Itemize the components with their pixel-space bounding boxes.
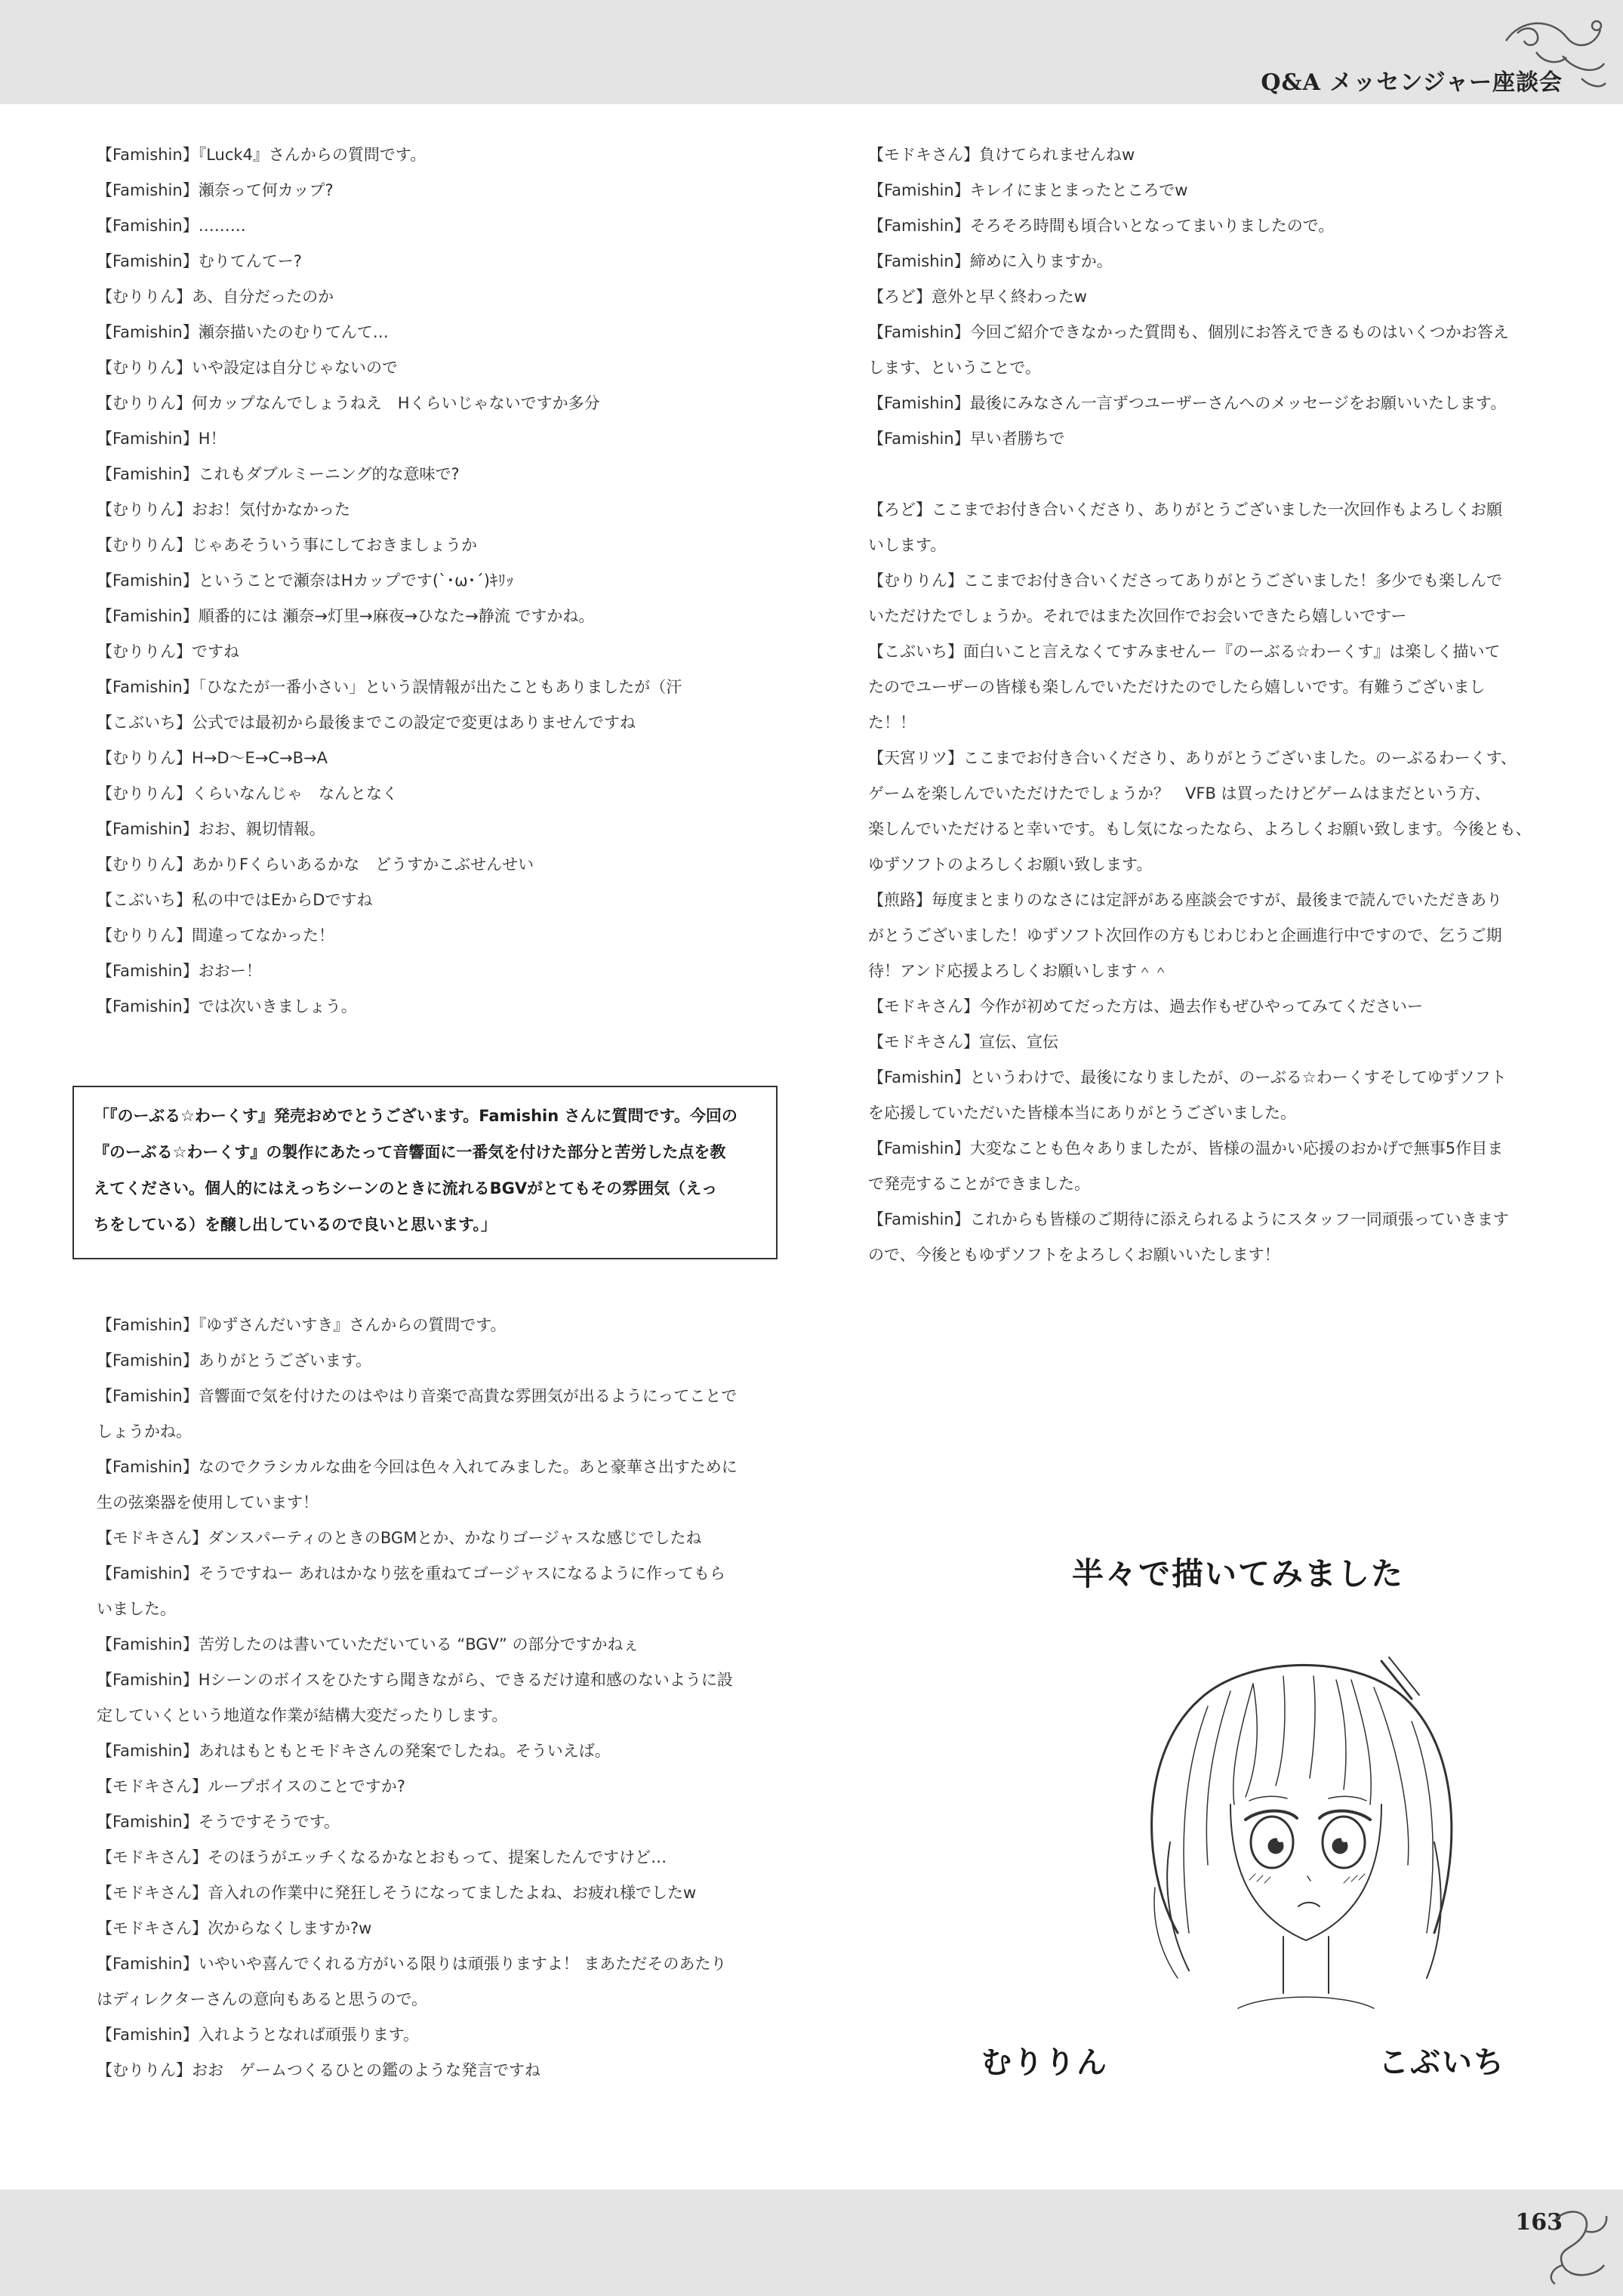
text-line: 【Famishin】おお、親切情報。 — [97, 820, 325, 838]
text-line: 【Famishin】おおー！ — [97, 962, 262, 980]
text-line: 【Famishin】入れようとなれば頑張ります。 — [97, 2026, 420, 2044]
text-line: 【Famishin】順番的には 瀬奈→灯里→麻夜→ひなた→静流 ですかね。 — [97, 607, 595, 625]
right-column — [868, 137, 1563, 1273]
text-line: 【モドキさん】宣伝、宣伝 — [868, 1033, 1058, 1051]
text-line: ゲームを楽しんでいただけたでしょうか？ VFB は買ったけどゲームはまだという方、 — [868, 784, 1491, 803]
text-line: 【むりりん】間違ってなかった！ — [97, 926, 334, 945]
text-line: いします。 — [868, 536, 947, 554]
text-line: 【むりりん】くらいなんじゃ なんとなく — [97, 784, 398, 803]
text-line: 定していくという地道な作業が結構大変だったりします。 — [97, 1706, 508, 1724]
text-line: 【Famishin】そうですそうです。 — [97, 1813, 340, 1831]
left-column-bottom — [97, 1308, 776, 2088]
text-line: 【モドキさん】ダンスパーティのときのBGMとか、かなりゴージャスな感じでしたね — [97, 1529, 702, 1547]
text-line: 【Famishin】『Luck4』さんからの質問です。 — [97, 146, 427, 164]
paragraph-gap — [868, 457, 1563, 492]
question-line: 『のーぶる☆わーくす』の製作にあたって音響面に一番気を付けた部分と苦労した点を教 — [94, 1143, 726, 1161]
text-line: 【こぶいち】公式では最初から最後までこの設定で変更はありませんですね — [97, 713, 636, 732]
text-line: 【Famishin】……… — [97, 217, 246, 235]
text-line: いました。 — [97, 1600, 176, 1618]
text-line: 【Famishin】締めに入りますか。 — [868, 252, 1113, 270]
text-line: はディレクターさんの意向もあると思うので。 — [97, 1990, 428, 2008]
text-line: 生の弦楽器を使用しています！ — [97, 1493, 319, 1512]
text-line: ゆずソフトのよろしくお願い致します。 — [868, 855, 1153, 874]
text-line: 【むりりん】ここまでお付き合いくださってありがとうございました！多少でも楽しんで — [868, 572, 1502, 590]
footer-bar — [0, 2190, 1623, 2296]
text-line: 待！アンド応援よろしくお願いします＾＾ — [868, 962, 1169, 980]
text-line: がとうございました！ゆずソフト次回作の方もじわじわと企画進行中ですので、乞うご期 — [868, 926, 1502, 945]
text-line: 【モドキさん】ループボイスのことですか? — [97, 1777, 405, 1795]
text-line: 【Famishin】キレイにまとまったところでw — [868, 181, 1188, 199]
text-line: 【むりりん】ですね — [97, 643, 239, 661]
text-line: 【むりりん】あ、自分だったのか — [97, 288, 334, 306]
text-line: 【Famishin】瀬奈描いたのむりてんて… — [97, 323, 389, 341]
question-line: ちをしている）を醸し出しているので良いと思います。」 — [94, 1216, 497, 1234]
text-line: 【Famishin】Hシーンのボイスをひたすら聞きながら、できるだけ違和感のないように設 — [97, 1671, 733, 1689]
text-line: しょうかね。 — [97, 1422, 192, 1441]
text-line: で発売することができました。 — [868, 1175, 1090, 1193]
page-header-title: Q&A メッセンジャー座談会 — [1261, 69, 1563, 96]
text-line: た！！ — [868, 713, 916, 732]
text-line: 【Famishin】最後にみなさん一言ずつユーザーさんへのメッセージをお願いいたします。 — [868, 394, 1507, 412]
text-line: 【モドキさん】次からなくしますか?w — [97, 1919, 372, 1937]
text-line: 【Famishin】そうですねー あれはかなり弦を重ねてゴージャスになるように作ってもら — [97, 1564, 726, 1583]
text-line: 【Famishin】そろそろ時間も頃合いとなってまいりましたので。 — [868, 217, 1335, 235]
flourish-ornament-icon — [1540, 2197, 1615, 2288]
text-line: 【Famishin】H！ — [97, 430, 226, 448]
left-column-top — [97, 137, 776, 1025]
text-line: 【Famishin】音響面で気を付けたのはやはり音楽で高貴な雰囲気が出るようにってことで — [97, 1387, 738, 1405]
text-line: たのでユーザーの皆様も楽しんでいただけたのでしたら嬉しいです。有難うございまし — [868, 678, 1486, 696]
text-line: 【ろど】意外と早く終わったw — [868, 288, 1087, 306]
text-line: 【煎路】毎度まとまりのなさには定評がある座談会ですが、最後まで読んでいただきあり — [868, 891, 1502, 909]
text-line: 【こぶいち】面白いこと言えなくてすみませんー『のーぶる☆わーくす』は楽しく描いて — [868, 643, 1501, 661]
text-line: します、ということで。 — [868, 359, 1041, 377]
text-line: 【Famishin】いやいや喜んでくれる方がいる限りは頑張りますよ！ まあただそのあたり — [97, 1955, 727, 1973]
text-line: いただけたでしょうか。それではまた次回作でお会いできたら嬉しいですー — [868, 607, 1407, 625]
text-line: 【Famishin】なのでクラシカルな曲を今回は色々入れてみました。あと豪華さ出すために — [97, 1458, 738, 1476]
text-line: 【Famishin】では次いきましょう。 — [97, 997, 357, 1015]
sketch-title: 半々で描いてみました — [1072, 1555, 1405, 1592]
text-line: 【Famishin】大変なことも色々ありましたが、皆様の温かい応援のおかげで無事5作目ま — [868, 1139, 1504, 1157]
text-line: 【Famishin】早い者勝ちで — [868, 430, 1065, 448]
text-line: 【むりりん】何カップなんでしょうねえ Hくらいじゃないですか多分 — [97, 394, 600, 412]
reader-question-box — [72, 1086, 778, 1259]
text-line: 【Famishin】ということで瀬奈はHカップです(`･ω･´)ｷﾘｯ — [97, 572, 514, 590]
text-line: 【むりりん】いや設定は自分じゃないので — [97, 359, 398, 377]
text-line: 【Famishin】瀬奈って何カップ? — [97, 181, 334, 199]
text-line: 【むりりん】H→D～E→C→B→A — [97, 749, 328, 767]
text-line: 【Famishin】これからも皆様のご期待に添えられるようにスタッフ一同頑張っていきます — [868, 1210, 1509, 1228]
question-line: えてください。個人的にはえっちシーンのときに流れるBGVがとてもその雰囲気（えっ — [94, 1179, 718, 1197]
question-line: 「『のーぶる☆わーくす』発売おめでとうございます。Famishin さんに質問です。今回の — [94, 1107, 738, 1125]
text-line: 【むりりん】おお ゲームつくるひとの鑑のような発言ですね — [97, 2061, 540, 2079]
text-line: 【Famishin】『ゆずさんだいすき』さんからの質問です。 — [97, 1316, 507, 1334]
text-line: 【Famishin】というわけで、最後になりましたが、のーぶる☆わーくすそしてゆずソフト — [868, 1068, 1507, 1086]
text-line: 【Famishin】あれはもともとモドキさんの発案でしたね。そういえば。 — [97, 1742, 611, 1760]
text-line: 【モドキさん】今作が初めてだった方は、過去作もぜひやってみてくださいー — [868, 997, 1423, 1015]
text-line: 楽しんでいただけると幸いです。もし気になったなら、よろしくお願い致します。今後とも、 — [868, 820, 1532, 838]
text-line: 【むりりん】おお！気付かなかった — [97, 501, 350, 519]
text-line: 【モドキさん】負けてられませんねw — [868, 146, 1135, 164]
text-line: 【Famishin】苦労したのは書いていただいている “BGV” の部分ですかねぇ — [97, 1635, 639, 1653]
text-line: 【Famishin】むりてんてー? — [97, 252, 302, 270]
text-line: 【むりりん】あかりFくらいあるかな どうすかこぶせんせい — [97, 855, 534, 874]
text-line: 【Famishin】今回ご紹介できなかった質問も、個別にお答えできるものはいくつかお答え — [868, 323, 1509, 341]
text-line: 【天宮リツ】ここまでお付き合いくださり、ありがとうございました。のーぶるわーくす、 — [868, 749, 1517, 767]
signature-right: こぶいち — [1378, 2045, 1505, 2080]
text-line: 【Famishin】これもダブルミーニング的な意味で? — [97, 465, 460, 483]
text-line: 【モドキさん】音入れの作業中に発狂しそうになってましたよね、お疲れ様でしたw — [97, 1884, 697, 1902]
text-line: を応援していただいた皆様本当にありがとうございました。 — [868, 1104, 1296, 1122]
page-number: 163 — [1515, 2209, 1563, 2236]
text-line: 【Famishin】「ひなたが一番小さい」という誤情報が出たこともありましたが（汗 — [97, 678, 682, 696]
signature-left: むりりん — [981, 2045, 1108, 2080]
text-line: 【こぶいち】私の中ではEからDですね — [97, 891, 373, 909]
character-sketch-illustration — [1057, 1616, 1540, 2054]
text-line: 【ろど】ここまでお付き合いくださり、ありがとうございました一次回作もよろしくお願 — [868, 501, 1502, 519]
text-line: ので、今後ともゆずソフトをよろしくお願いいたします！ — [868, 1246, 1280, 1264]
text-line: 【むりりん】じゃあそういう事にしておきましょうか — [97, 536, 477, 554]
text-line: 【Famishin】ありがとうございます。 — [97, 1351, 372, 1370]
text-line: 【モドキさん】そのほうがエッチくなるかなとおもって、提案したんですけど… — [97, 1848, 667, 1866]
